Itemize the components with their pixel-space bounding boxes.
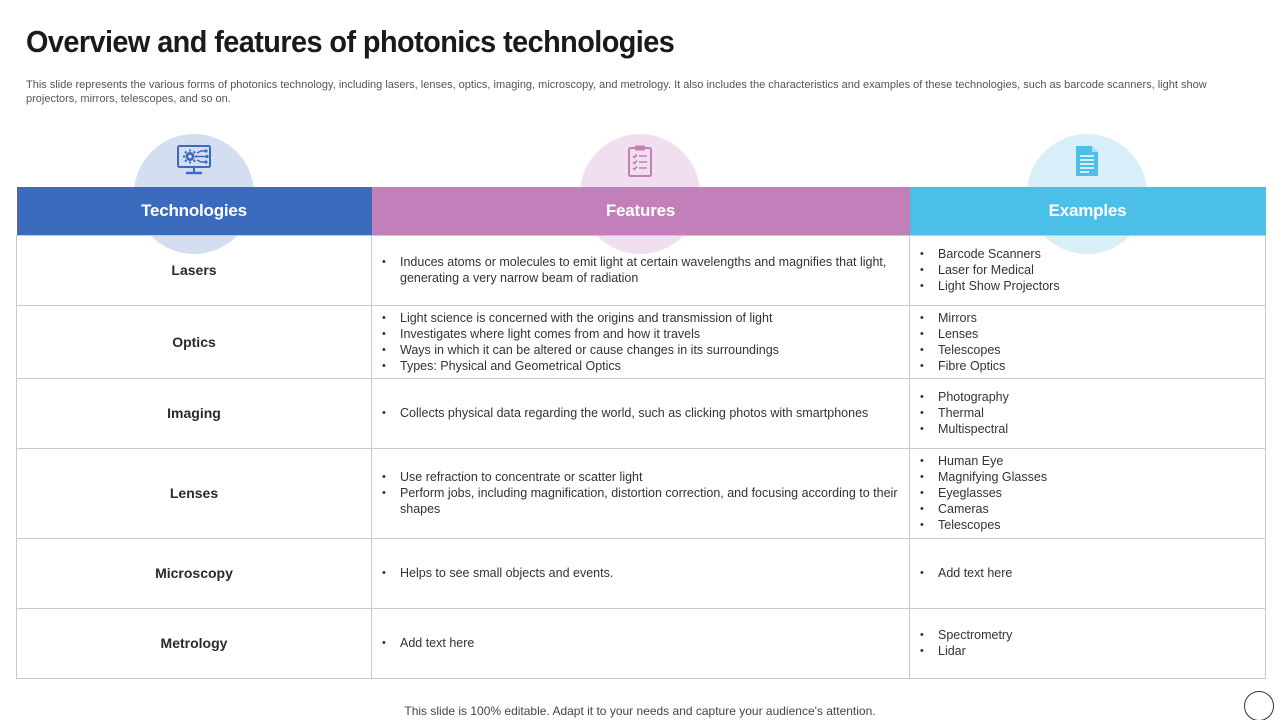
example-item: • Photography	[920, 389, 1265, 405]
slide-title: Overview and features of photonics technologies	[26, 24, 675, 59]
table-row	[17, 608, 1266, 678]
feature-item: • Collects physical data regarding the world, such as clicking photos with smartphones	[382, 405, 909, 421]
examples-cell	[910, 538, 1266, 608]
example-item: • Lidar	[920, 643, 1265, 659]
technology-name: Optics	[17, 305, 372, 378]
table-row	[17, 305, 1266, 378]
examples-cell	[910, 608, 1266, 678]
example-item: • Thermal	[920, 405, 1265, 421]
example-item: • Barcode Scanners	[920, 246, 1265, 262]
features-list	[372, 635, 909, 651]
example-item: • Light Show Projectors	[920, 278, 1265, 294]
example-item: • Multispectral	[920, 421, 1265, 437]
example-item: • Telescopes	[920, 517, 1265, 533]
feature-item: • Helps to see small objects and events.	[382, 565, 909, 581]
examples-list	[910, 310, 1265, 374]
table-row	[17, 538, 1266, 608]
table-row	[17, 448, 1266, 538]
feature-item: • Induces atoms or molecules to emit light at certain wavelengths and magnifies that light, generating a very narrow beam of radiation	[382, 254, 909, 286]
example-item: • Fibre Optics	[920, 358, 1265, 374]
feature-item: • Perform jobs, including magnification, distortion correction, and focusing according to their shapes	[382, 485, 909, 517]
examples-cell	[910, 235, 1266, 305]
clipboard-checklist-icon	[626, 144, 654, 178]
example-item: • Spectrometry	[920, 627, 1265, 643]
slide-footer: This slide is 100% editable. Adapt it to your needs and capture your audience's attention.	[404, 704, 876, 718]
technology-name: Metrology	[17, 608, 372, 678]
examples-cell	[910, 448, 1266, 538]
examples-list	[910, 565, 1265, 581]
features-list	[372, 469, 909, 517]
photonics-table	[16, 187, 1266, 679]
feature-item: • Add text here	[382, 635, 909, 651]
header-technologies: Technologies	[17, 187, 372, 235]
features-list	[372, 565, 909, 581]
features-cell	[372, 608, 910, 678]
feature-item: • Use refraction to concentrate or scatter light	[382, 469, 909, 485]
examples-cell	[910, 378, 1266, 448]
features-cell	[372, 378, 910, 448]
example-item: • Telescopes	[920, 342, 1265, 358]
slide-subtitle: This slide represents the various forms of photonics technology, including lasers, lenses, optics, imaging, microscopy, and metrology. It also includes the characteristics and examples of these technologies, such as barcode scanners, light show projectors, mirrors, telescopes, and so on.	[26, 79, 1207, 105]
technology-name: Imaging	[17, 378, 372, 448]
example-item: • Laser for Medical	[920, 262, 1265, 278]
document-icon	[1074, 144, 1100, 178]
features-list	[372, 310, 909, 374]
table-header-row	[17, 187, 1266, 235]
features-cell	[372, 448, 910, 538]
feature-item: • Investigates where light comes from and how it travels	[382, 326, 909, 342]
features-cell	[372, 538, 910, 608]
example-item: • Human Eye	[920, 453, 1265, 469]
feature-item: • Light science is concerned with the origins and transmission of light	[382, 310, 909, 326]
examples-list	[910, 627, 1265, 659]
features-list	[372, 254, 909, 286]
example-item: • Lenses	[920, 326, 1265, 342]
features-list	[372, 405, 909, 421]
example-item: • Magnifying Glasses	[920, 469, 1265, 485]
header-features: Features	[372, 187, 910, 235]
examples-cell	[910, 305, 1266, 378]
example-item: • Add text here	[920, 565, 1265, 581]
corner-circle	[1244, 691, 1274, 720]
technology-name: Lasers	[17, 235, 372, 305]
examples-list	[910, 246, 1265, 294]
examples-list	[910, 453, 1265, 533]
examples-list	[910, 389, 1265, 437]
example-item: • Mirrors	[920, 310, 1265, 326]
feature-item: • Ways in which it can be altered or cause changes in its surroundings	[382, 342, 909, 358]
features-cell	[372, 235, 910, 305]
example-item: • Cameras	[920, 501, 1265, 517]
table-row	[17, 235, 1266, 305]
example-item: • Eyeglasses	[920, 485, 1265, 501]
feature-item: • Types: Physical and Geometrical Optics	[382, 358, 909, 374]
header-examples: Examples	[910, 187, 1266, 235]
features-cell	[372, 305, 910, 378]
technology-name: Lenses	[17, 448, 372, 538]
technology-name: Microscopy	[17, 538, 372, 608]
table-row	[17, 378, 1266, 448]
gear-monitor-icon	[176, 144, 212, 176]
